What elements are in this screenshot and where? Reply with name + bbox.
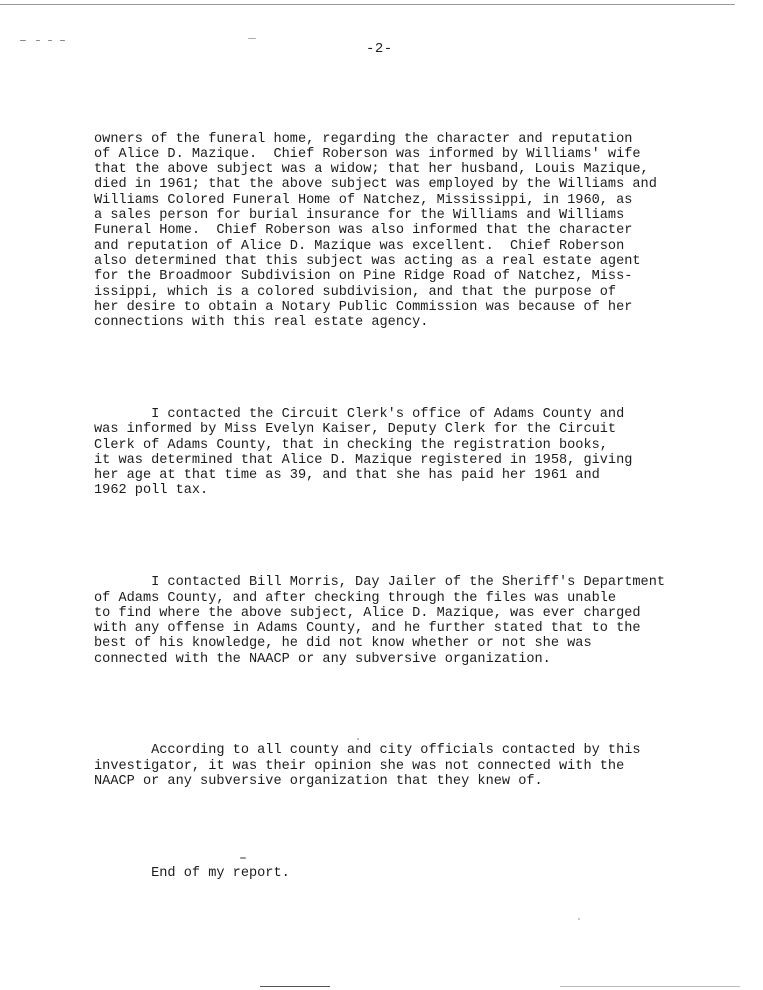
- paragraph-gap: [94, 698, 734, 713]
- bottom-edge-rule: [560, 986, 740, 987]
- top-edge-rule: [0, 4, 735, 5]
- scan-speck: [48, 40, 52, 41]
- paragraph-circuit-clerk: I contacted the Circuit Clerk's office of Adams County and was informed by Miss Evelyn Kaiser, Deputy Clerk for the Circuit Clerk of Adams County, that in checking the registration books, it was determined that Alice D. Mazique registered in 1958, giving her age at that time as 39, and that she has paid her 1961 and 1962 poll tax.: [94, 406, 633, 499]
- paragraph-officials-opinion: According to all county and city officials contacted by this investigator, it was their opinion she was not connected with the NAACP or any subversive organization that they knew of.: [94, 743, 641, 790]
- page-number: -2-: [366, 41, 393, 57]
- paragraph-funeral-home: owners of the funeral home, regarding the character and reputation of Alice D. Mazique. Chief Roberson was informed by Williams' wife that the above subject was a widow; that her husband, Louis Mazique, died in 1961; that the above subject was employed by the Williams and Williams Colored Funeral Home of Natchez, Mississippi, in 1960, as a sales person for burial insurance for the Williams and Williams Funeral Home. Chief Roberson was also informed that the character and reputation of Alice D. Mazique was excellent. Chief Roberson also determined that this subject was acting as a real estate agent for the Broadmoor Subdivision on Pine Ridge Road of Natchez, Miss- issippi, which is a colored subdivision, and that the purpose of her desire to obtain a Notary Public Commission was because of her connections with this real estate agency.: [94, 131, 657, 331]
- scan-speck: [60, 40, 65, 41]
- paragraph-gap: [94, 820, 734, 835]
- paragraph-sheriff: I contacted Bill Morris, Day Jailer of the Sheriff's Department of Adams County, and after checking through the files was unable to find where the above subject, Alice D. Mazique, was ever charged with any offense in Adams County, and he further stated that to the best of his knowledge, he did not know whether or not she was connected with the NAACP or any subversive organization.: [94, 575, 666, 667]
- scan-speck: [36, 40, 40, 41]
- paragraph-gap: [94, 529, 734, 544]
- scan-speck: [357, 738, 359, 740]
- bottom-edge-rule: [260, 986, 330, 987]
- scan-speck: [578, 918, 580, 920]
- paragraph-gap: [94, 361, 734, 376]
- report-body: [94, 101, 734, 912]
- scan-speck: [248, 38, 256, 39]
- scan-speck: [240, 857, 246, 859]
- paragraph-end-of-report: End of my report.: [94, 865, 290, 881]
- scan-speck: [20, 40, 26, 41]
